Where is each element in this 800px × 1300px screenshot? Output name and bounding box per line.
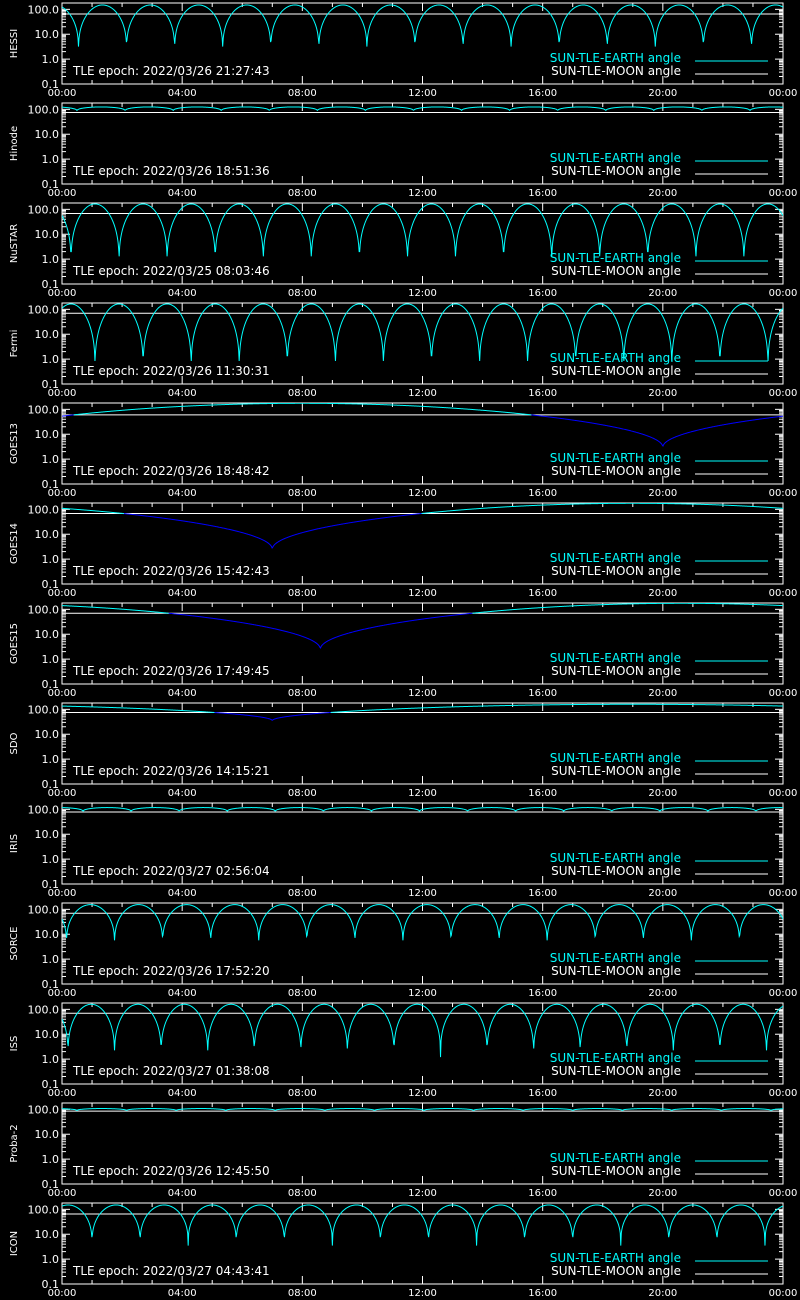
x-tick-label: 00:00 xyxy=(47,988,77,999)
x-tick-label: 20:00 xyxy=(648,88,678,99)
x-tick-label: 08:00 xyxy=(287,788,317,799)
y-tick-label: 1.0 xyxy=(41,1053,59,1067)
y-tick-label: 10.0 xyxy=(34,628,59,642)
x-tick-label: 20:00 xyxy=(648,988,678,999)
tle-epoch-label: TLE epoch: 2022/03/26 18:51:36 xyxy=(73,164,270,178)
panel-goes13 xyxy=(9,403,797,499)
panel-hinode xyxy=(9,103,797,199)
x-tick-label: 08:00 xyxy=(287,988,317,999)
x-tick-label: 12:00 xyxy=(408,388,437,399)
x-tick-label: 16:00 xyxy=(528,488,558,499)
x-tick-label: 12:00 xyxy=(408,788,437,799)
tle-epoch-label: TLE epoch: 2022/03/27 04:43:41 xyxy=(73,1264,270,1278)
sun-tle-earth-dip xyxy=(85,1213,774,1245)
x-tick-label: 00:00 xyxy=(47,1188,77,1199)
legend-earth-label: SUN-TLE-EARTH angle xyxy=(549,351,681,365)
panel-sorce xyxy=(9,903,797,999)
y-tick-label: 10.0 xyxy=(34,728,59,742)
x-tick-label: 20:00 xyxy=(648,488,678,499)
sun-tle-earth-dip xyxy=(169,613,473,648)
legend-earth-label: SUN-TLE-EARTH angle xyxy=(549,851,681,865)
x-tick-label: 16:00 xyxy=(528,588,558,599)
y-tick-label: 0.1 xyxy=(41,378,59,391)
y-tick-label: 10.0 xyxy=(34,828,59,842)
y-tick-label: 100.0 xyxy=(27,403,59,417)
y-tick-label: 0.1 xyxy=(41,778,59,791)
y-tick-label: 0.1 xyxy=(41,1278,59,1291)
x-tick-label: 12:00 xyxy=(408,88,437,99)
legend-moon-label: SUN-TLE-MOON angle xyxy=(551,1164,681,1178)
x-tick-label: 00:00 xyxy=(768,988,798,999)
y-tick-label: 100.0 xyxy=(27,703,59,717)
legend-earth-label: SUN-TLE-EARTH angle xyxy=(549,251,681,265)
legend-earth-label: SUN-TLE-EARTH angle xyxy=(549,51,681,65)
y-tick-label: 1.0 xyxy=(41,53,59,67)
x-tick-label: 00:00 xyxy=(768,288,798,299)
x-tick-label: 16:00 xyxy=(528,288,558,299)
sun-tle-earth-curve xyxy=(82,204,782,214)
legend-moon-label: SUN-TLE-MOON angle xyxy=(551,164,681,178)
x-tick-label: 00:00 xyxy=(768,1088,798,1099)
satellite-name: ICON xyxy=(9,1230,20,1257)
x-tick-label: 12:00 xyxy=(408,1288,437,1299)
x-tick-label: 16:00 xyxy=(528,1088,558,1099)
x-tick-label: 00:00 xyxy=(47,1088,77,1099)
tle-epoch-label: TLE epoch: 2022/03/26 17:52:20 xyxy=(73,964,270,978)
x-tick-label: 00:00 xyxy=(768,588,798,599)
tle-epoch-label: TLE epoch: 2022/03/26 17:49:45 xyxy=(73,664,270,678)
y-tick-label: 100.0 xyxy=(27,1103,59,1117)
legend-moon-label: SUN-TLE-MOON angle xyxy=(551,64,681,78)
x-tick-label: 04:00 xyxy=(167,388,197,399)
x-tick-label: 12:00 xyxy=(408,988,437,999)
x-tick-label: 00:00 xyxy=(47,1288,77,1299)
y-tick-label: 100.0 xyxy=(27,1203,59,1217)
x-tick-label: 00:00 xyxy=(768,788,798,799)
x-tick-label: 00:00 xyxy=(47,288,77,299)
legend-moon-label: SUN-TLE-MOON angle xyxy=(551,1264,681,1278)
x-tick-label: 00:00 xyxy=(768,1188,798,1199)
sun-tle-earth-dip xyxy=(62,213,783,257)
x-tick-label: 00:00 xyxy=(768,888,798,899)
x-tick-label: 12:00 xyxy=(408,1088,437,1099)
y-tick-label: 100.0 xyxy=(27,503,59,517)
tle-epoch-label: TLE epoch: 2022/03/25 08:03:46 xyxy=(73,264,270,278)
panel-icon xyxy=(9,1203,797,1299)
x-tick-label: 08:00 xyxy=(287,688,317,699)
satellite-name: IRIS xyxy=(9,833,20,854)
x-tick-label: 08:00 xyxy=(287,888,317,899)
x-tick-label: 16:00 xyxy=(528,1188,558,1199)
tle-epoch-label: TLE epoch: 2022/03/26 11:30:31 xyxy=(73,364,270,378)
x-tick-label: 12:00 xyxy=(408,288,437,299)
tle-epoch-label: TLE epoch: 2022/03/27 02:56:04 xyxy=(73,864,270,878)
y-tick-label: 10.0 xyxy=(34,128,59,142)
x-tick-label: 20:00 xyxy=(648,188,678,199)
y-tick-label: 10.0 xyxy=(34,528,59,542)
sun-tle-earth-curve xyxy=(75,905,780,914)
legend-earth-label: SUN-TLE-EARTH angle xyxy=(549,951,681,965)
x-tick-label: 00:00 xyxy=(47,888,77,899)
x-tick-label: 08:00 xyxy=(287,188,317,199)
legend-earth-label: SUN-TLE-EARTH angle xyxy=(549,1051,681,1065)
y-tick-label: 100.0 xyxy=(27,1003,59,1017)
y-tick-label: 100.0 xyxy=(27,203,59,217)
x-tick-label: 04:00 xyxy=(167,988,197,999)
tle-epoch-label: TLE epoch: 2022/03/26 14:15:21 xyxy=(73,764,270,778)
x-tick-label: 08:00 xyxy=(287,88,317,99)
tle-epoch-label: TLE epoch: 2022/03/26 21:27:43 xyxy=(73,64,270,78)
legend-earth-label: SUN-TLE-EARTH angle xyxy=(549,551,681,565)
y-tick-label: 0.1 xyxy=(41,278,59,291)
legend-moon-label: SUN-TLE-MOON angle xyxy=(551,464,681,478)
x-tick-label: 04:00 xyxy=(167,88,197,99)
y-tick-label: 10.0 xyxy=(34,928,59,942)
legend-moon-label: SUN-TLE-MOON angle xyxy=(551,1064,681,1078)
x-tick-label: 04:00 xyxy=(167,1288,197,1299)
sun-tle-earth-dip xyxy=(62,913,783,941)
x-tick-label: 20:00 xyxy=(648,1088,678,1099)
sun-tle-earth-dip xyxy=(124,514,422,548)
x-tick-label: 20:00 xyxy=(648,388,678,399)
x-tick-label: 16:00 xyxy=(528,988,558,999)
y-tick-label: 0.1 xyxy=(41,978,59,991)
x-tick-label: 00:00 xyxy=(47,788,77,799)
legend-earth-label: SUN-TLE-EARTH angle xyxy=(549,651,681,665)
sun-tle-earth-dip xyxy=(62,415,783,446)
panel-iris xyxy=(9,803,797,899)
y-tick-label: 10.0 xyxy=(34,228,59,242)
x-tick-label: 04:00 xyxy=(167,688,197,699)
x-tick-label: 08:00 xyxy=(287,1288,317,1299)
x-tick-label: 04:00 xyxy=(167,1188,197,1199)
x-tick-label: 00:00 xyxy=(768,388,798,399)
y-tick-label: 100.0 xyxy=(27,803,59,817)
satellite-name: GOES13 xyxy=(9,422,20,465)
legend-earth-label: SUN-TLE-EARTH angle xyxy=(549,751,681,765)
x-tick-label: 20:00 xyxy=(648,1188,678,1199)
x-tick-label: 20:00 xyxy=(648,1288,678,1299)
satellite-name: HESSI xyxy=(9,28,20,59)
y-tick-label: 1.0 xyxy=(41,1253,59,1267)
x-tick-label: 08:00 xyxy=(287,1188,317,1199)
legend-earth-label: SUN-TLE-EARTH angle xyxy=(549,151,681,165)
y-tick-label: 100.0 xyxy=(27,103,59,117)
x-tick-label: 00:00 xyxy=(768,88,798,99)
y-tick-label: 10.0 xyxy=(34,1128,59,1142)
sun-tle-earth-dip xyxy=(214,712,330,720)
x-tick-label: 20:00 xyxy=(648,288,678,299)
x-tick-label: 00:00 xyxy=(47,588,77,599)
x-tick-label: 00:00 xyxy=(768,688,798,699)
y-tick-label: 10.0 xyxy=(34,428,59,442)
y-tick-label: 1.0 xyxy=(41,753,59,767)
tle-epoch-label: TLE epoch: 2022/03/26 12:45:50 xyxy=(73,1164,270,1178)
satellite-name: SDO xyxy=(9,732,20,755)
sun-tle-earth-dip xyxy=(70,13,761,46)
x-tick-label: 04:00 xyxy=(167,588,197,599)
panel-sdo xyxy=(9,703,797,799)
legend-earth-label: SUN-TLE-EARTH angle xyxy=(549,451,681,465)
y-tick-label: 0.1 xyxy=(41,1178,59,1191)
y-tick-label: 1.0 xyxy=(41,553,59,567)
tle-epoch-label: TLE epoch: 2022/03/26 15:42:43 xyxy=(73,564,270,578)
y-tick-label: 0.1 xyxy=(41,678,59,691)
legend-moon-label: SUN-TLE-MOON angle xyxy=(551,764,681,778)
x-tick-label: 04:00 xyxy=(167,488,197,499)
satellite-name: SORCE xyxy=(9,926,20,961)
satellite-name: Proba-2 xyxy=(9,1124,20,1163)
y-tick-label: 100.0 xyxy=(27,903,59,917)
y-tick-label: 10.0 xyxy=(34,1228,59,1242)
x-tick-label: 00:00 xyxy=(47,388,77,399)
panel-fermi xyxy=(9,303,797,399)
y-tick-label: 0.1 xyxy=(41,78,59,91)
y-tick-label: 0.1 xyxy=(41,578,59,591)
y-tick-label: 0.1 xyxy=(41,878,59,891)
x-tick-label: 20:00 xyxy=(648,688,678,699)
y-tick-label: 10.0 xyxy=(34,1028,59,1042)
y-tick-label: 0.1 xyxy=(41,178,59,191)
tle-epoch-label: TLE epoch: 2022/03/27 01:38:08 xyxy=(73,1064,270,1078)
panel-proba-2 xyxy=(9,1103,797,1199)
y-tick-label: 1.0 xyxy=(41,253,59,267)
y-tick-label: 1.0 xyxy=(41,853,59,867)
x-tick-label: 16:00 xyxy=(528,88,558,99)
x-tick-label: 00:00 xyxy=(768,488,798,499)
x-tick-label: 04:00 xyxy=(167,1088,197,1099)
legend-moon-label: SUN-TLE-MOON angle xyxy=(551,964,681,978)
y-tick-label: 1.0 xyxy=(41,353,59,367)
x-tick-label: 16:00 xyxy=(528,1288,558,1299)
y-tick-label: 1.0 xyxy=(41,653,59,667)
y-tick-label: 1.0 xyxy=(41,153,59,167)
panel-hessi xyxy=(9,3,797,99)
satellite-name: NuSTAR xyxy=(9,223,20,264)
x-tick-label: 20:00 xyxy=(648,788,678,799)
x-tick-label: 12:00 xyxy=(408,688,437,699)
x-tick-label: 16:00 xyxy=(528,888,558,899)
y-tick-label: 0.1 xyxy=(41,1078,59,1091)
x-tick-label: 08:00 xyxy=(287,288,317,299)
panel-goes14 xyxy=(9,503,797,599)
y-tick-label: 100.0 xyxy=(27,3,59,17)
x-tick-label: 00:00 xyxy=(768,1288,798,1299)
legend-earth-label: SUN-TLE-EARTH angle xyxy=(549,1251,681,1265)
legend-moon-label: SUN-TLE-MOON angle xyxy=(551,864,681,878)
legend-earth-label: SUN-TLE-EARTH angle xyxy=(549,1151,681,1165)
y-tick-label: 100.0 xyxy=(27,303,59,317)
satellite-name: Hinode xyxy=(9,125,20,162)
x-tick-label: 00:00 xyxy=(768,188,798,199)
x-tick-label: 20:00 xyxy=(648,888,678,899)
x-tick-label: 12:00 xyxy=(408,188,437,199)
satellite-name: Fermi xyxy=(9,329,20,358)
x-tick-label: 16:00 xyxy=(528,388,558,399)
x-tick-label: 08:00 xyxy=(287,588,317,599)
x-tick-label: 12:00 xyxy=(408,488,437,499)
legend-moon-label: SUN-TLE-MOON angle xyxy=(551,364,681,378)
legend-moon-label: SUN-TLE-MOON angle xyxy=(551,564,681,578)
x-tick-label: 00:00 xyxy=(47,88,77,99)
x-tick-label: 00:00 xyxy=(47,188,77,199)
x-tick-label: 16:00 xyxy=(528,688,558,699)
y-tick-label: 100.0 xyxy=(27,603,59,617)
x-tick-label: 20:00 xyxy=(648,588,678,599)
y-tick-label: 1.0 xyxy=(41,1153,59,1167)
x-tick-label: 08:00 xyxy=(287,1088,317,1099)
tle-epoch-label: TLE epoch: 2022/03/26 18:48:42 xyxy=(73,464,270,478)
x-tick-label: 08:00 xyxy=(287,388,317,399)
sun-tle-earth-curve xyxy=(77,1004,783,1014)
panel-iss xyxy=(9,1003,797,1099)
x-tick-label: 12:00 xyxy=(408,1188,437,1199)
x-tick-label: 00:00 xyxy=(47,688,77,699)
panel-nustar xyxy=(9,203,797,299)
legend-moon-label: SUN-TLE-MOON angle xyxy=(551,664,681,678)
x-tick-label: 04:00 xyxy=(167,888,197,899)
satellite-name: GOES14 xyxy=(9,522,20,565)
y-tick-label: 10.0 xyxy=(34,328,59,342)
x-tick-label: 04:00 xyxy=(167,288,197,299)
satellite-name: ISS xyxy=(9,1035,20,1052)
satellite-name: GOES15 xyxy=(9,622,20,665)
y-tick-label: 0.1 xyxy=(41,478,59,491)
x-tick-label: 00:00 xyxy=(47,488,77,499)
y-tick-label: 10.0 xyxy=(34,28,59,42)
x-tick-label: 16:00 xyxy=(528,788,558,799)
y-tick-label: 1.0 xyxy=(41,953,59,967)
legend-moon-label: SUN-TLE-MOON angle xyxy=(551,264,681,278)
panel-goes15 xyxy=(9,603,797,699)
x-tick-label: 16:00 xyxy=(528,188,558,199)
x-tick-label: 12:00 xyxy=(408,888,437,899)
x-tick-label: 04:00 xyxy=(167,188,197,199)
x-tick-label: 12:00 xyxy=(408,588,437,599)
x-tick-label: 08:00 xyxy=(287,488,317,499)
y-tick-label: 1.0 xyxy=(41,453,59,467)
x-tick-label: 04:00 xyxy=(167,788,197,799)
